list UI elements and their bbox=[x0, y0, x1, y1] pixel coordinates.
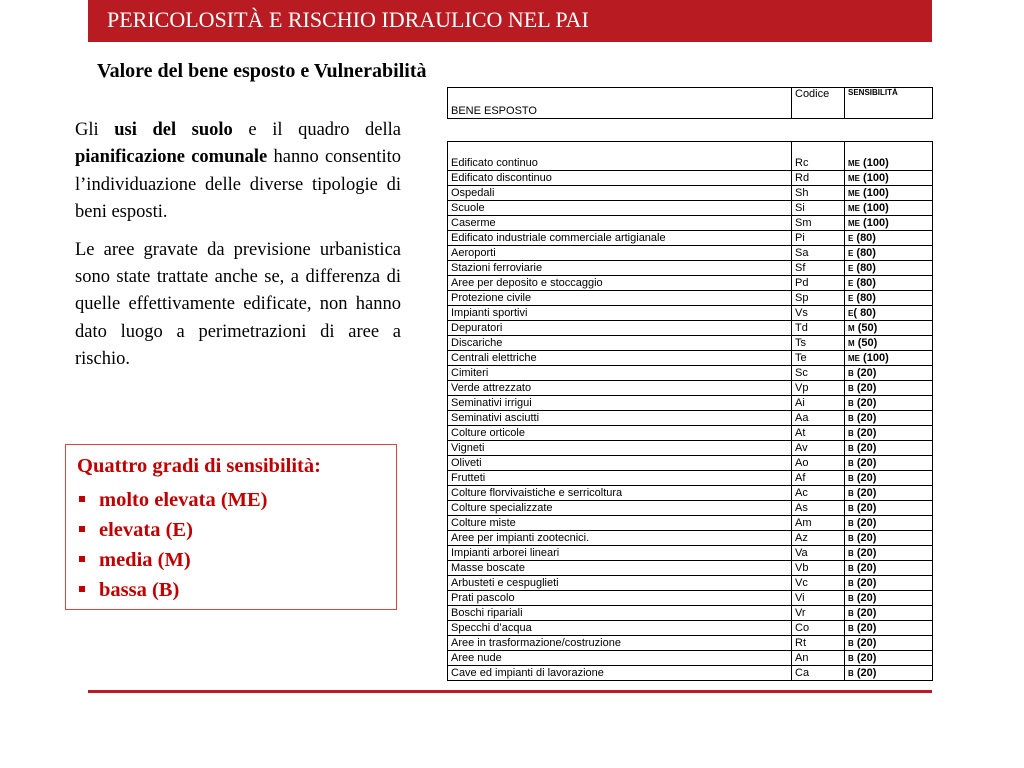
cell-bene: Edificato industriale commerciale artigianale bbox=[448, 231, 792, 246]
cell-codice: Sm bbox=[792, 216, 845, 231]
table-row bbox=[448, 186, 933, 201]
cell-bene: Impianti arborei lineari bbox=[448, 546, 792, 561]
grade-item bbox=[77, 515, 268, 545]
table-row bbox=[448, 441, 933, 456]
p1-text-3: hanno consentito l’individuazione delle diverse tipologie di beni esposti. bbox=[75, 147, 401, 223]
table-row bbox=[448, 561, 933, 576]
sens-level: B bbox=[848, 608, 854, 618]
sens-level: B bbox=[848, 578, 854, 588]
sens-value: (20) bbox=[853, 666, 877, 679]
cell-bene: Masse boscate bbox=[448, 561, 792, 576]
cell-bene: Aree in trasformazione/costruzione bbox=[448, 636, 792, 651]
cell-codice: Va bbox=[792, 546, 845, 561]
sens-level: B bbox=[848, 413, 854, 423]
cell-bene: Ospedali bbox=[448, 186, 792, 201]
table-row bbox=[448, 666, 933, 681]
paragraph-urban-areas: Le aree gravate da previsione urbanistica sono state trattate anche se, a differenza di quelle effettivamente edificate, non hanno dato luogo a perimetrazioni di aree a rischio. bbox=[75, 239, 401, 370]
sens-level: B bbox=[848, 443, 854, 453]
table-row bbox=[448, 531, 933, 546]
cell-sensibilita bbox=[845, 276, 933, 291]
cell-codice: Pi bbox=[792, 231, 845, 246]
sens-level: B bbox=[848, 638, 854, 648]
sens-level: B bbox=[848, 458, 854, 468]
sens-value: (20) bbox=[853, 426, 877, 439]
cell-bene: Discariche bbox=[448, 336, 792, 351]
cell-bene: Scuole bbox=[448, 201, 792, 216]
cell-sensibilita bbox=[845, 426, 933, 441]
cell-bene: Aree nude bbox=[448, 651, 792, 666]
cell-codice: Sh bbox=[792, 186, 845, 201]
cell-codice: Rc bbox=[792, 142, 845, 171]
cell-sensibilita bbox=[845, 576, 933, 591]
table-row bbox=[448, 171, 933, 186]
sens-value: (80) bbox=[853, 261, 876, 274]
cell-sensibilita bbox=[845, 201, 933, 216]
table-row bbox=[448, 621, 933, 636]
sens-level: B bbox=[848, 653, 854, 663]
sens-level: E bbox=[848, 308, 854, 318]
cell-bene: Arbusteti e cespuglieti bbox=[448, 576, 792, 591]
sens-value: (50) bbox=[854, 321, 878, 334]
sens-value: (20) bbox=[853, 471, 877, 484]
cell-sensibilita bbox=[845, 246, 933, 261]
sens-value: (20) bbox=[853, 501, 877, 514]
cell-bene: Protezione civile bbox=[448, 291, 792, 306]
cell-codice: As bbox=[792, 501, 845, 516]
cell-bene: Edificato discontinuo bbox=[448, 171, 792, 186]
cell-codice: Si bbox=[792, 201, 845, 216]
p1-text-2: e il quadro della bbox=[232, 120, 401, 140]
square-bullet-icon bbox=[79, 526, 85, 532]
sens-level: ME bbox=[848, 203, 860, 213]
sens-value: (20) bbox=[853, 651, 877, 664]
grade-item bbox=[77, 545, 268, 575]
table-row bbox=[448, 411, 933, 426]
cell-codice: An bbox=[792, 651, 845, 666]
cell-bene: Boschi ripariali bbox=[448, 606, 792, 621]
cell-bene: Aree per impianti zootecnici. bbox=[448, 531, 792, 546]
sens-value: (50) bbox=[854, 336, 878, 349]
sens-level: B bbox=[848, 428, 854, 438]
sens-value: (20) bbox=[853, 576, 877, 589]
sens-value: (20) bbox=[853, 396, 877, 409]
p1-text-1: Gli bbox=[75, 120, 115, 140]
sens-value: (20) bbox=[853, 381, 877, 394]
sens-value: (100) bbox=[860, 157, 889, 169]
sens-value: (20) bbox=[853, 591, 877, 604]
sens-value: (20) bbox=[853, 366, 877, 379]
cell-bene: Colture florvivaistiche e serricoltura bbox=[448, 486, 792, 501]
sens-value: (20) bbox=[853, 606, 877, 619]
grade-item bbox=[77, 575, 268, 605]
cell-sensibilita bbox=[845, 651, 933, 666]
sens-level: B bbox=[848, 533, 854, 543]
cell-codice: Af bbox=[792, 471, 845, 486]
cell-codice: Ao bbox=[792, 456, 845, 471]
sens-value: (80) bbox=[853, 231, 876, 244]
cell-bene: Frutteti bbox=[448, 471, 792, 486]
sens-value: (20) bbox=[853, 456, 877, 469]
cell-sensibilita bbox=[845, 231, 933, 246]
cell-sensibilita bbox=[845, 171, 933, 186]
title-bar bbox=[88, 0, 932, 42]
sens-level: E bbox=[848, 248, 854, 258]
sens-level: ME bbox=[848, 218, 860, 228]
cell-bene: Specchi d’acqua bbox=[448, 621, 792, 636]
cell-sensibilita bbox=[845, 471, 933, 486]
cell-codice: Te bbox=[792, 351, 845, 366]
cell-bene: Cimiteri bbox=[448, 366, 792, 381]
square-bullet-icon bbox=[79, 556, 85, 562]
table-header-row bbox=[448, 88, 933, 119]
cell-sensibilita bbox=[845, 606, 933, 621]
table-row bbox=[448, 306, 933, 321]
header-sensibilita: SENSIBILITÀ bbox=[845, 88, 933, 119]
table-row bbox=[448, 216, 933, 231]
sens-value: (100) bbox=[860, 186, 889, 199]
sens-level: B bbox=[848, 518, 854, 528]
table-row bbox=[448, 456, 933, 471]
sens-level: B bbox=[848, 668, 854, 678]
cell-codice: Vi bbox=[792, 591, 845, 606]
cell-codice: Ac bbox=[792, 486, 845, 501]
sens-level: E bbox=[848, 233, 854, 243]
table-body bbox=[448, 142, 933, 681]
cell-codice: Ca bbox=[792, 666, 845, 681]
sens-value: (100) bbox=[860, 351, 889, 364]
sens-level: B bbox=[848, 548, 854, 558]
sens-value: (20) bbox=[853, 546, 877, 559]
cell-bene: Edificato continuo bbox=[448, 142, 792, 171]
slide-subtitle: Valore del bene esposto e Vulnerabilità bbox=[97, 60, 427, 82]
slide-title: PERICOLOSITÀ E RISCHIO IDRAULICO NEL PAI bbox=[107, 7, 589, 32]
cell-sensibilita bbox=[845, 486, 933, 501]
table-row bbox=[448, 142, 933, 171]
cell-sensibilita bbox=[845, 291, 933, 306]
table-row bbox=[448, 471, 933, 486]
table-row bbox=[448, 321, 933, 336]
cell-sensibilita bbox=[845, 456, 933, 471]
cell-codice: Td bbox=[792, 321, 845, 336]
cell-sensibilita bbox=[845, 501, 933, 516]
table-row bbox=[448, 426, 933, 441]
cell-bene: Verde attrezzato bbox=[448, 381, 792, 396]
cell-sensibilita bbox=[845, 186, 933, 201]
cell-sensibilita bbox=[845, 336, 933, 351]
p1-bold-planning: pianificazione comunale bbox=[75, 147, 268, 168]
sens-level: ME bbox=[848, 159, 860, 168]
sens-value: ( 80) bbox=[853, 306, 876, 319]
table-row bbox=[448, 201, 933, 216]
cell-codice: Az bbox=[792, 531, 845, 546]
cell-codice: Rt bbox=[792, 636, 845, 651]
sens-value: (20) bbox=[853, 531, 877, 544]
square-bullet-icon bbox=[79, 586, 85, 592]
sens-level: M bbox=[848, 323, 855, 333]
cell-codice: Sa bbox=[792, 246, 845, 261]
sens-value: (80) bbox=[853, 276, 876, 289]
cell-codice: Sc bbox=[792, 366, 845, 381]
header-bene-esposto: BENE ESPOSTO bbox=[448, 88, 792, 119]
cell-bene: Colture orticole bbox=[448, 426, 792, 441]
grades-title: Quattro gradi di sensibilità: bbox=[77, 455, 321, 477]
cell-sensibilita bbox=[845, 621, 933, 636]
cell-bene: Cave ed impianti di lavorazione bbox=[448, 666, 792, 681]
cell-codice: Vp bbox=[792, 381, 845, 396]
sens-value: (20) bbox=[853, 516, 877, 529]
table-row bbox=[448, 231, 933, 246]
cell-bene: Depuratori bbox=[448, 321, 792, 336]
cell-sensibilita bbox=[845, 366, 933, 381]
cell-sensibilita bbox=[845, 561, 933, 576]
table-row bbox=[448, 486, 933, 501]
sens-value: (100) bbox=[860, 171, 889, 184]
cell-codice: Rd bbox=[792, 171, 845, 186]
cell-bene: Colture miste bbox=[448, 516, 792, 531]
grades-list bbox=[77, 485, 268, 605]
sens-level: E bbox=[848, 263, 854, 273]
sens-value: (20) bbox=[853, 441, 877, 454]
table-row bbox=[448, 396, 933, 411]
sens-level: B bbox=[848, 398, 854, 408]
cell-codice: Vb bbox=[792, 561, 845, 576]
sens-level: E bbox=[848, 278, 854, 288]
grade-label: media (M) bbox=[99, 549, 191, 571]
table-row bbox=[448, 351, 933, 366]
grade-item bbox=[77, 485, 268, 515]
cell-sensibilita bbox=[845, 546, 933, 561]
cell-codice: Av bbox=[792, 441, 845, 456]
cell-sensibilita bbox=[845, 351, 933, 366]
exposed-assets-table bbox=[447, 141, 933, 681]
sens-level: B bbox=[848, 593, 854, 603]
cell-sensibilita bbox=[845, 636, 933, 651]
grade-label: elevata (E) bbox=[99, 519, 193, 541]
sensitivity-grades-box bbox=[65, 444, 397, 610]
cell-bene: Impianti sportivi bbox=[448, 306, 792, 321]
table-row bbox=[448, 546, 933, 561]
cell-codice: Ai bbox=[792, 396, 845, 411]
sens-value: (20) bbox=[853, 411, 877, 424]
sens-level: B bbox=[848, 383, 854, 393]
cell-sensibilita bbox=[845, 396, 933, 411]
sens-value: (20) bbox=[853, 486, 877, 499]
cell-sensibilita bbox=[845, 516, 933, 531]
sens-level: ME bbox=[848, 353, 860, 363]
sens-level: B bbox=[848, 623, 854, 633]
table-row bbox=[448, 591, 933, 606]
table-row bbox=[448, 291, 933, 306]
cell-sensibilita bbox=[845, 441, 933, 456]
table-row bbox=[448, 261, 933, 276]
table-row bbox=[448, 516, 933, 531]
table-row bbox=[448, 381, 933, 396]
square-bullet-icon bbox=[79, 496, 85, 502]
sens-level: B bbox=[848, 473, 854, 483]
p1-bold-land-use: usi del suolo bbox=[114, 120, 233, 140]
cell-sensibilita bbox=[845, 591, 933, 606]
cell-sensibilita bbox=[845, 306, 933, 321]
sens-level: B bbox=[848, 503, 854, 513]
cell-sensibilita bbox=[845, 142, 933, 171]
cell-sensibilita bbox=[845, 321, 933, 336]
cell-bene: Aeroporti bbox=[448, 246, 792, 261]
sens-value: (20) bbox=[853, 636, 877, 649]
sens-value: (100) bbox=[860, 201, 889, 214]
header-codice: Codice bbox=[792, 88, 845, 119]
left-text-column bbox=[75, 117, 401, 384]
sens-value: (20) bbox=[853, 561, 877, 574]
table-row bbox=[448, 366, 933, 381]
cell-bene: Aree per deposito e stoccaggio bbox=[448, 276, 792, 291]
table-row bbox=[448, 336, 933, 351]
table-row bbox=[448, 636, 933, 651]
sens-value: (80) bbox=[853, 291, 876, 304]
sens-level: ME bbox=[848, 188, 860, 198]
cell-sensibilita bbox=[845, 531, 933, 546]
grade-label: molto elevata (ME) bbox=[99, 489, 268, 511]
sens-level: B bbox=[848, 488, 854, 498]
cell-sensibilita bbox=[845, 261, 933, 276]
bottom-divider bbox=[88, 690, 932, 693]
sens-value: (80) bbox=[853, 246, 876, 259]
sens-value: (20) bbox=[853, 621, 877, 634]
cell-bene: Prati pascolo bbox=[448, 591, 792, 606]
grade-label: bassa (B) bbox=[99, 579, 180, 601]
table-header bbox=[447, 87, 933, 119]
table-row bbox=[448, 276, 933, 291]
table-row bbox=[448, 576, 933, 591]
cell-codice: Vr bbox=[792, 606, 845, 621]
cell-codice: Sf bbox=[792, 261, 845, 276]
sens-level: M bbox=[848, 338, 855, 348]
cell-bene: Oliveti bbox=[448, 456, 792, 471]
cell-codice: Sp bbox=[792, 291, 845, 306]
cell-bene: Seminativi asciutti bbox=[448, 411, 792, 426]
table-row bbox=[448, 501, 933, 516]
cell-codice: Am bbox=[792, 516, 845, 531]
cell-bene: Colture specializzate bbox=[448, 501, 792, 516]
cell-codice: Vs bbox=[792, 306, 845, 321]
table-row bbox=[448, 606, 933, 621]
sens-level: E bbox=[848, 293, 854, 303]
sens-level: B bbox=[848, 563, 854, 573]
cell-codice: Ts bbox=[792, 336, 845, 351]
sens-value: (100) bbox=[860, 216, 889, 229]
cell-sensibilita bbox=[845, 666, 933, 681]
sens-level: B bbox=[848, 368, 854, 378]
cell-bene: Seminativi irrigui bbox=[448, 396, 792, 411]
cell-bene: Centrali elettriche bbox=[448, 351, 792, 366]
table-row bbox=[448, 651, 933, 666]
cell-codice: Vc bbox=[792, 576, 845, 591]
cell-bene: Vigneti bbox=[448, 441, 792, 456]
cell-sensibilita bbox=[845, 411, 933, 426]
cell-bene: Caserme bbox=[448, 216, 792, 231]
cell-bene: Stazioni ferroviarie bbox=[448, 261, 792, 276]
cell-sensibilita bbox=[845, 216, 933, 231]
paragraph-land-use bbox=[75, 117, 401, 227]
cell-codice: Pd bbox=[792, 276, 845, 291]
table-row bbox=[448, 246, 933, 261]
cell-sensibilita bbox=[845, 381, 933, 396]
cell-codice: Aa bbox=[792, 411, 845, 426]
cell-codice: At bbox=[792, 426, 845, 441]
cell-codice: Co bbox=[792, 621, 845, 636]
sens-level: ME bbox=[848, 173, 860, 183]
